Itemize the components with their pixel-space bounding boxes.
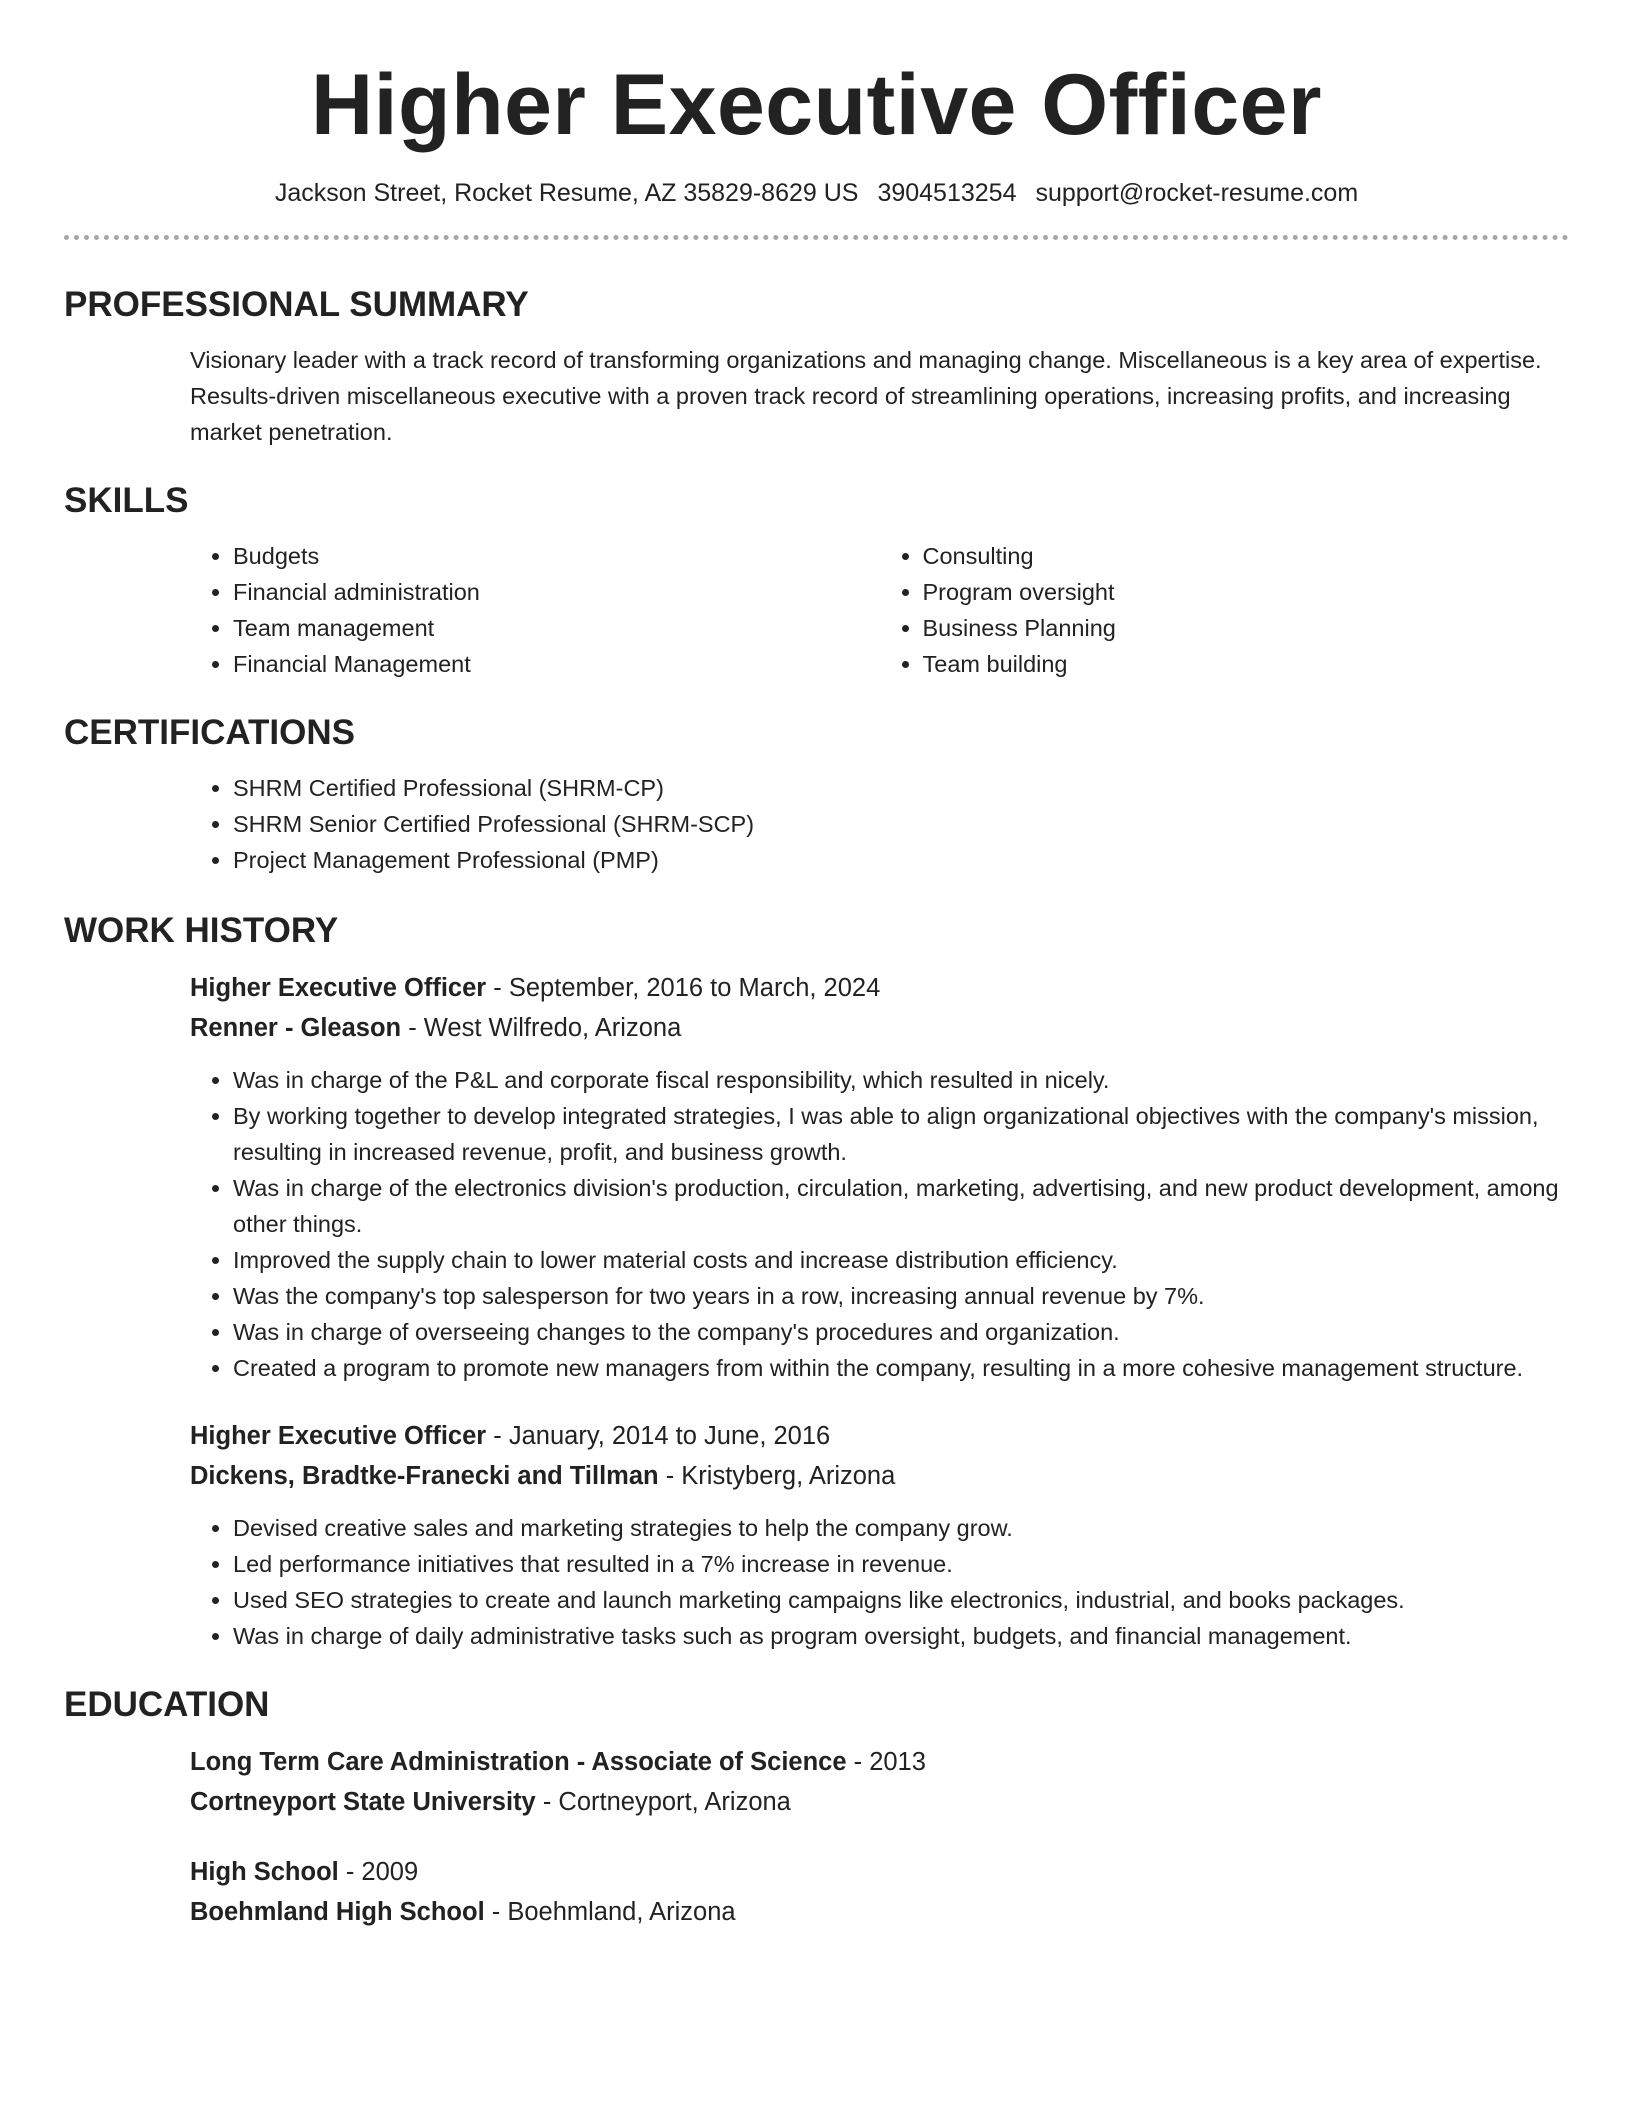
skill-item: • Budgets (233, 538, 880, 574)
skill-item: • Financial administration (233, 574, 880, 610)
skill-item: • Consulting (923, 538, 1570, 574)
skill-item: • Business Planning (923, 610, 1570, 646)
skills-list (190, 538, 1569, 682)
skills-column-right (880, 538, 1570, 682)
job-bullet: • Led performance initiatives that resulted in a 7% increase in revenue. (233, 1546, 1569, 1582)
skill-item: • Program oversight (923, 574, 1570, 610)
job-company: Renner - Gleason (190, 1014, 402, 1043)
job-bullet: • By working together to develop integrated strategies, I was able to align organizational objectives with the company's mission, resulting in increased revenue, profit, and business growth. (233, 1098, 1569, 1170)
job-entry (190, 968, 1569, 1386)
job-title-line (190, 1416, 1569, 1456)
education-location: - Cortneyport, Arizona (535, 1788, 791, 1817)
education-year: - 2013 (846, 1748, 926, 1777)
education-degree-line (190, 1742, 1569, 1782)
certifications-list (190, 770, 1569, 878)
job-bullet: • Used SEO strategies to create and launch marketing campaigns like electronics, industrial, and books packages. (233, 1582, 1569, 1618)
job-dates: - January, 2014 to June, 2016 (486, 1422, 831, 1451)
page-title: Higher Executive Officer (311, 57, 1322, 153)
job-role: Higher Executive Officer (190, 974, 487, 1003)
education-school-line (190, 1782, 1569, 1822)
education-heading: EDUCATION (64, 1685, 270, 1725)
education-degree: Long Term Care Administration - Associate of Science (190, 1748, 847, 1777)
certification-item: • SHRM Senior Certified Professional (SHRM-SCP) (233, 806, 1569, 842)
certification-item: • SHRM Certified Professional (SHRM-CP) (233, 770, 1569, 806)
summary-text: Visionary leader with a track record of transforming organizations and managing change. Miscellaneous is a key area of expertise. Results-driven miscellaneous executive with a proven track record of streamlining operations, increasing profits, and increasing market penetration. (190, 347, 1542, 446)
job-location: - Kristyberg, Arizona (658, 1462, 896, 1491)
education-school: Boehmland High School (190, 1898, 485, 1927)
phone: 3904513254 (877, 178, 1017, 207)
job-location: - West Wilfredo, Arizona (401, 1014, 682, 1043)
education-school: Cortneyport State University (190, 1788, 536, 1817)
job-dates: - September, 2016 to March, 2024 (486, 974, 881, 1003)
skill-item: • Team management (233, 610, 880, 646)
skills-heading: SKILLS (64, 481, 189, 521)
job-entry (190, 1416, 1569, 1654)
email: support@rocket-resume.com (1035, 178, 1359, 207)
education-location: - Boehmland, Arizona (484, 1898, 736, 1927)
job-bullet: • Was in charge of the P&L and corporate fiscal responsibility, which resulted in nicely. (233, 1062, 1569, 1098)
skill-item: • Team building (923, 646, 1570, 682)
job-bullet: • Created a program to promote new managers from within the company, resulting in a more cohesive management structure. (233, 1350, 1569, 1386)
resume-page (64, 0, 1569, 1932)
job-bullets (190, 1062, 1569, 1386)
job-bullet: • Was in charge of overseeing changes to the company's procedures and organization. (233, 1314, 1569, 1350)
education-degree-line (190, 1852, 1569, 1892)
job-company-line (190, 1008, 1569, 1048)
job-bullets (190, 1510, 1569, 1654)
job-bullet: • Was in charge of daily administrative tasks such as program oversight, budgets, and financial management. (233, 1618, 1569, 1654)
job-role: Higher Executive Officer (190, 1422, 487, 1451)
education-entry (190, 1742, 1569, 1822)
job-title-line (190, 968, 1569, 1008)
job-company: Dickens, Bradtke-Franecki and Tillman (190, 1462, 659, 1491)
education-school-line (190, 1892, 1569, 1932)
job-bullet: • Improved the supply chain to lower material costs and increase distribution efficiency. (233, 1242, 1569, 1278)
address: Jackson Street, Rocket Resume, AZ 35829-8629 US (274, 178, 859, 207)
education-entry (190, 1852, 1569, 1932)
header-divider (64, 235, 1569, 240)
job-bullet: • Was the company's top salesperson for two years in a row, increasing annual revenue by 7%. (233, 1278, 1569, 1314)
education-degree: High School (190, 1858, 339, 1887)
certifications-heading: CERTIFICATIONS (64, 713, 356, 753)
skills-column-left (190, 538, 880, 682)
job-bullet: • Was in charge of the electronics division's production, circulation, marketing, advertising, and new product development, among other things. (233, 1170, 1569, 1242)
education-year: - 2009 (338, 1858, 419, 1887)
work-history-heading: WORK HISTORY (64, 911, 339, 951)
certification-item: • Project Management Professional (PMP) (233, 842, 1569, 878)
summary-heading: PROFESSIONAL SUMMARY (64, 285, 529, 325)
contact-line (64, 177, 1569, 210)
skill-item: • Financial Management (233, 646, 880, 682)
job-company-line (190, 1456, 1569, 1496)
job-bullet: • Devised creative sales and marketing strategies to help the company grow. (233, 1510, 1569, 1546)
